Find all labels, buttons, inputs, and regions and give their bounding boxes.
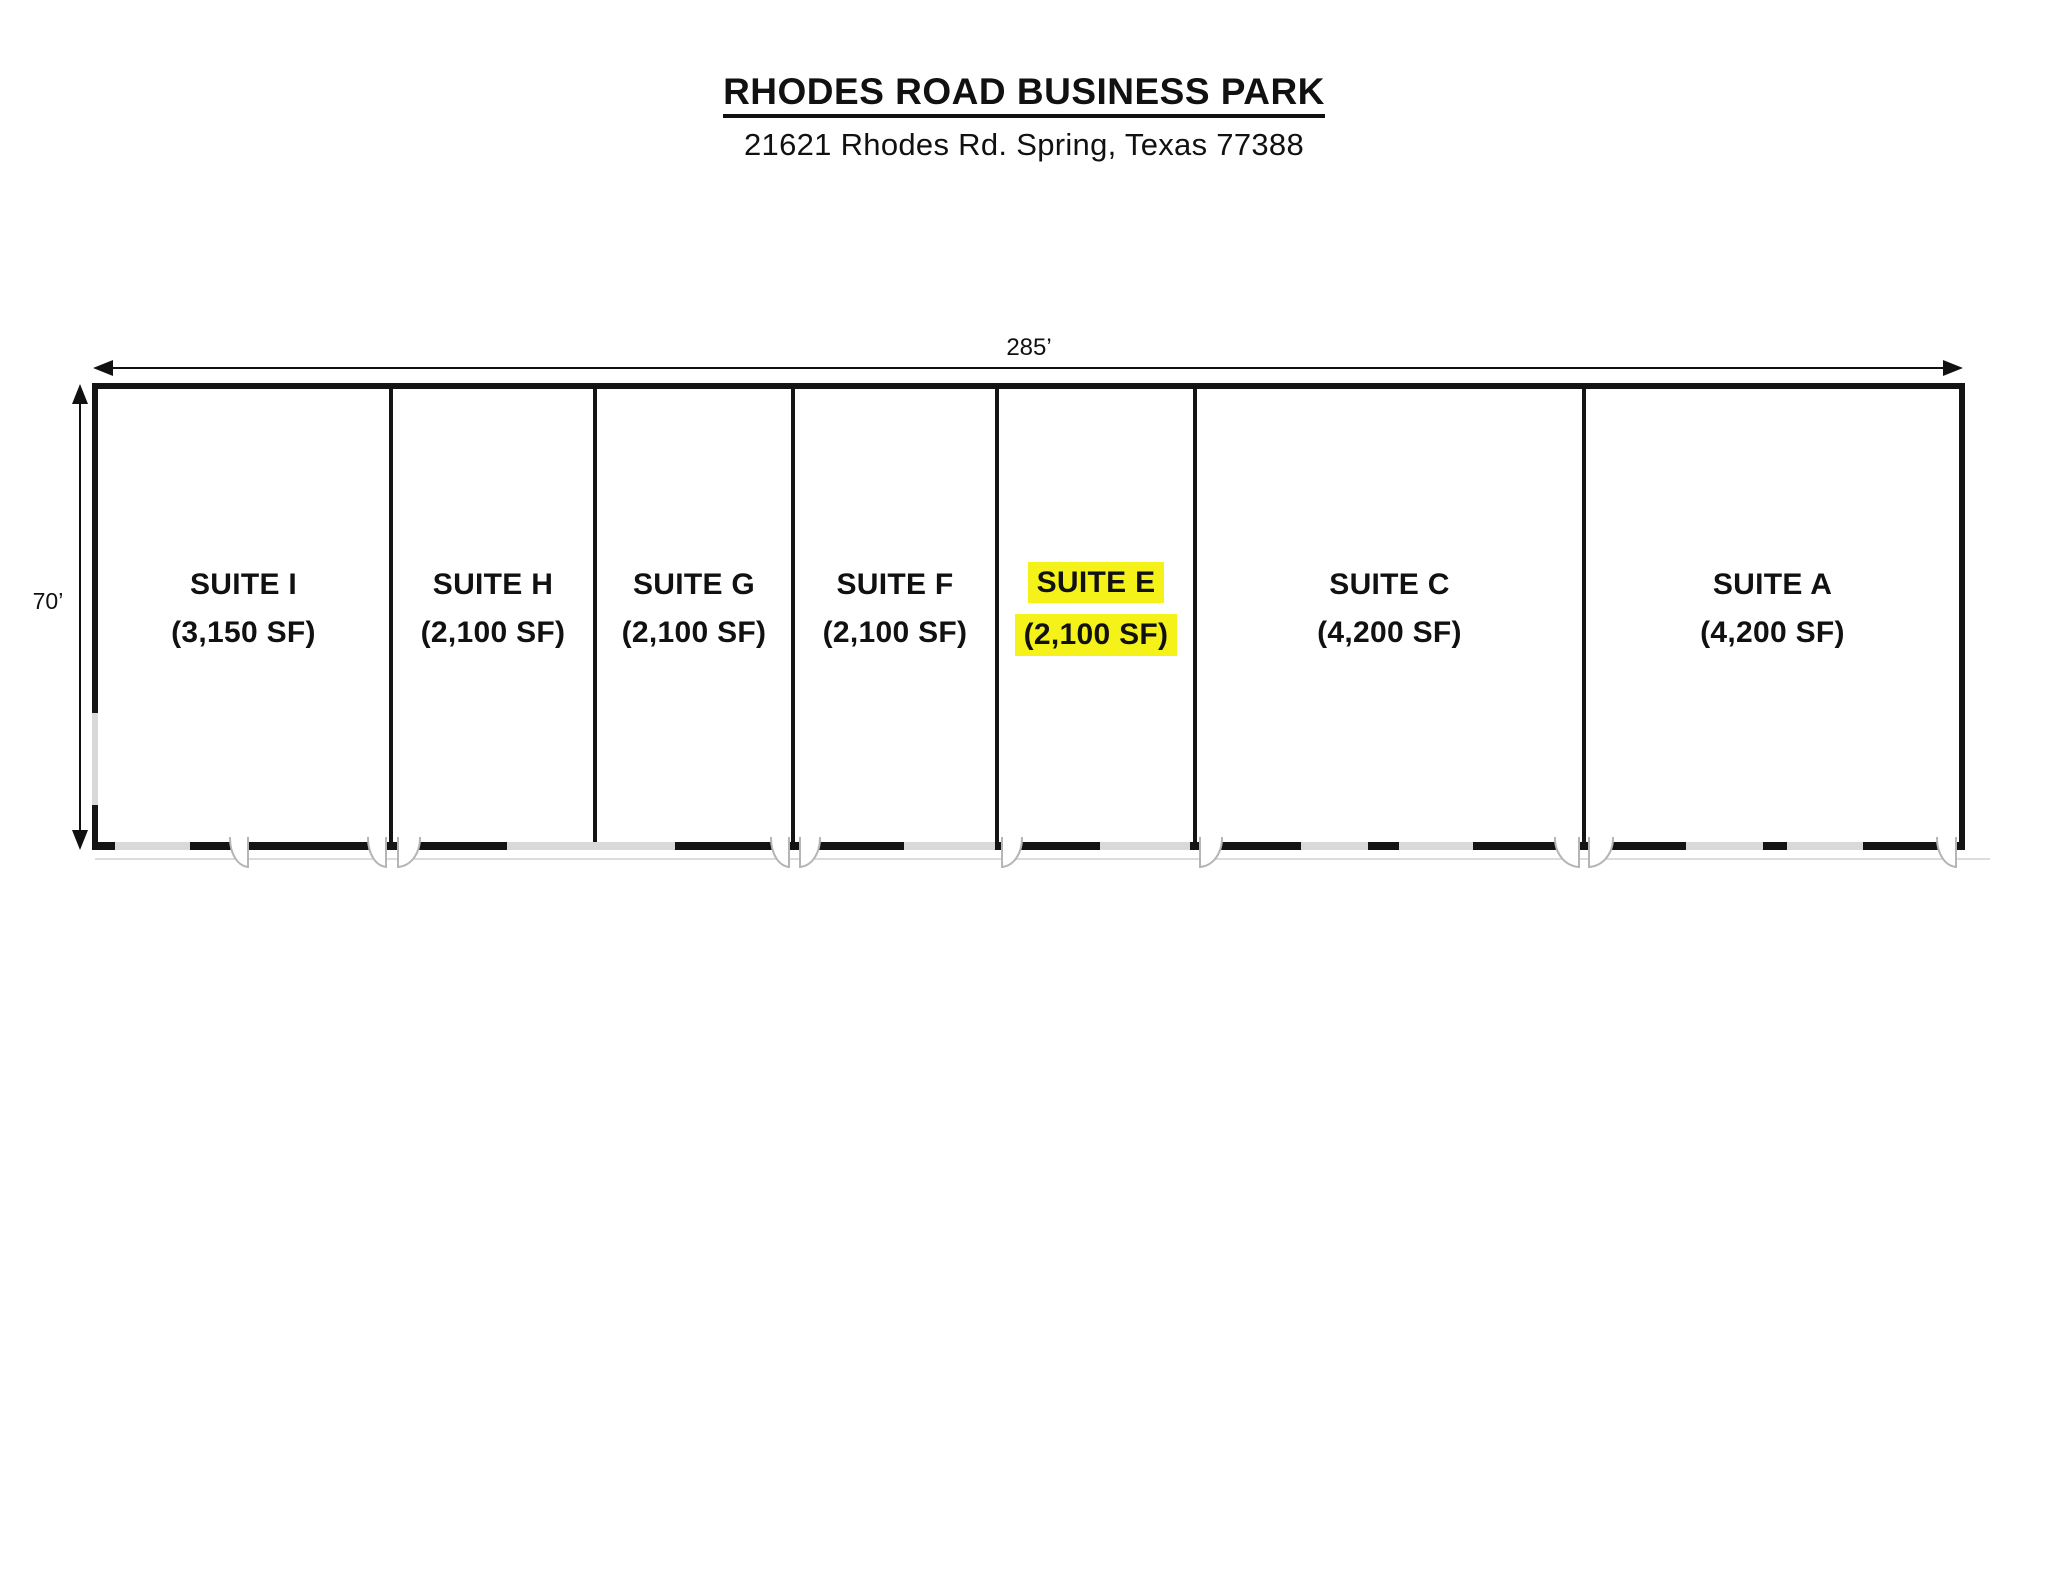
page-title: RHODES ROAD BUSINESS PARK <box>723 72 1325 118</box>
depth-dimension-label: 70’ <box>32 588 64 614</box>
door-swing <box>1588 837 1614 868</box>
suite-name: SUITE H <box>432 567 554 601</box>
partition-wall <box>389 389 393 842</box>
suite-name: SUITE F <box>836 567 954 601</box>
suite-box-e <box>999 389 1193 842</box>
door-swing <box>229 837 249 868</box>
door-swing <box>397 837 421 868</box>
door-swing <box>799 837 821 868</box>
door-swing <box>1001 837 1023 868</box>
suite-name: SUITE A <box>1712 567 1833 601</box>
arrow-up-icon <box>72 384 88 404</box>
door-swing <box>367 837 387 868</box>
window-segment <box>1100 842 1190 850</box>
suite-area: (2,100 SF) <box>420 616 566 649</box>
suite-area: (2,100 SF) <box>621 616 767 649</box>
page-address: 21621 Rhodes Rd. Spring, Texas 77388 <box>743 126 1304 162</box>
window-segment <box>507 842 675 850</box>
suite-name: SUITE E <box>1028 562 1165 604</box>
suite-area: (4,200 SF) <box>1700 616 1845 649</box>
door-swing <box>1554 837 1580 868</box>
window-segment <box>115 842 190 850</box>
suite-box-h <box>393 389 593 842</box>
width-dimension-label: 285’ <box>1006 334 1052 361</box>
title-block <box>0 72 2048 163</box>
suite-name: SUITE C <box>1329 567 1450 601</box>
window-segment <box>1399 842 1473 850</box>
suite-box-c <box>1197 389 1582 842</box>
window-segment <box>1301 842 1368 850</box>
suite-name: SUITE G <box>632 567 756 601</box>
partition-wall <box>791 389 795 842</box>
arrow-down-icon <box>72 830 88 850</box>
suite-area: (2,100 SF) <box>822 616 968 649</box>
window-segment <box>1686 842 1763 850</box>
door-swing <box>1199 837 1223 868</box>
suite-box-i <box>98 389 389 842</box>
door-swing <box>1936 837 1957 868</box>
door-swing <box>770 837 790 868</box>
suite-box-g <box>597 389 791 842</box>
width-dimension-line <box>112 367 1946 369</box>
suite-box-f <box>795 389 995 842</box>
suite-box-a <box>1586 389 1959 842</box>
window-segment <box>1787 842 1863 850</box>
building-outline <box>92 383 1965 850</box>
partition-wall <box>1193 389 1197 842</box>
partition-wall <box>593 389 597 842</box>
suite-name: SUITE I <box>189 567 298 601</box>
arrow-right-icon <box>1943 360 1963 376</box>
suite-area: (3,150 SF) <box>171 616 316 649</box>
suite-area: (4,200 SF) <box>1317 616 1462 649</box>
depth-dimension-line <box>79 400 81 834</box>
suite-area: (2,100 SF) <box>1015 614 1178 656</box>
window-segment <box>904 842 995 850</box>
arrow-left-icon <box>93 360 113 376</box>
partition-wall <box>1582 389 1586 842</box>
partition-wall <box>995 389 999 842</box>
